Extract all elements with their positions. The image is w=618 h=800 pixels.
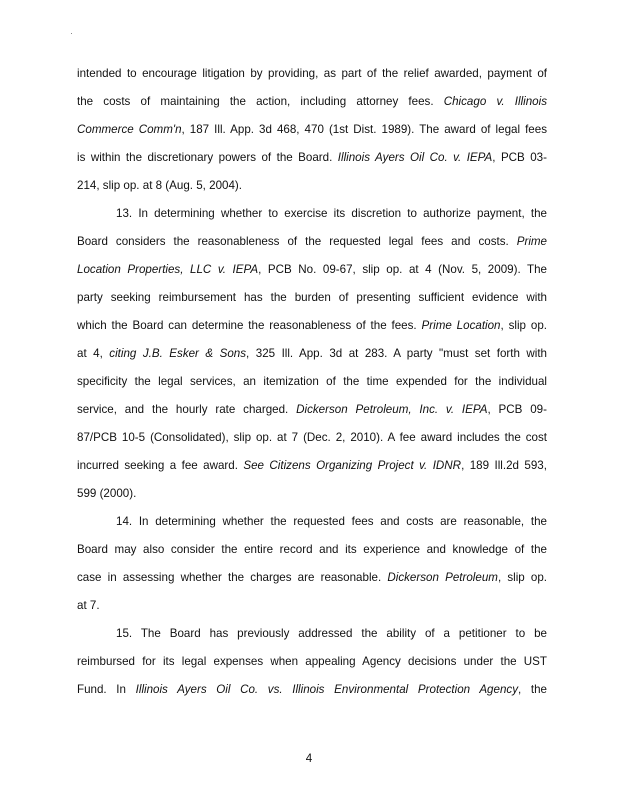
- line-text: 15. The Board has previously addressed the ability of a petitioner to be: [116, 627, 547, 640]
- line-text: 214, slip op. at 8 (Aug. 5, 2004).: [77, 179, 242, 192]
- text-line: [77, 263, 547, 277]
- text-line: [77, 431, 547, 445]
- line-text: Fund. In: [77, 683, 136, 696]
- italic-citation: citing J.B. Esker & Sons: [109, 347, 247, 360]
- line-text: 87/PCB 10-5 (Consolidated), slip op. at 7 (Dec. 2, 2010). A fee award includes the cost: [77, 431, 547, 444]
- text-line: [77, 347, 547, 361]
- text-line: [77, 403, 547, 417]
- text-line: [77, 375, 547, 389]
- paragraph-14-first-line: [116, 515, 547, 529]
- line-text: is within the discretionary powers of the Board.: [77, 151, 338, 164]
- line-text: service, and the hourly rate charged.: [77, 403, 297, 416]
- text-line: [77, 179, 547, 193]
- scan-speck: [71, 33, 72, 34]
- line-text: case in assessing whether the charges are reasonable.: [77, 571, 388, 584]
- line-text: 14. In determining whether the requested fees and costs are reasonable, the: [116, 515, 547, 528]
- line-text: , 187 Ill. App. 3d 468, 470 (1st Dist. 1989). The award of legal fees: [181, 123, 547, 136]
- italic-citation: Illinois Ayers Oil Co. vs. Illinois Environmental Protection Agency: [135, 683, 518, 696]
- italic-citation: Dickerson Petroleum, Inc. v. IEPA: [296, 403, 488, 416]
- text-line: [77, 291, 547, 305]
- text-line: [77, 151, 547, 165]
- line-text: Board considers the reasonableness of the requested legal fees and costs.: [77, 235, 517, 248]
- line-text: which the Board can determine the reasonableness of the fees.: [77, 319, 422, 332]
- italic-citation: Location Properties, LLC v. IEPA: [77, 263, 259, 276]
- line-text: the costs of maintaining the action, including attorney fees.: [77, 95, 444, 108]
- text-line: [77, 67, 547, 81]
- text-line: [77, 235, 547, 249]
- page-number: 4: [305, 752, 313, 765]
- text-line: [77, 655, 547, 669]
- line-text: at 4,: [77, 347, 110, 360]
- line-text: 13. In determining whether to exercise its discretion to authorize payment, the: [116, 207, 547, 220]
- text-line: [77, 487, 547, 501]
- text-line: [77, 319, 547, 333]
- line-text: at 7.: [77, 599, 100, 612]
- italic-citation: Dickerson Petroleum: [387, 571, 498, 584]
- italic-citation: Prime: [516, 235, 547, 248]
- line-text: , PCB 03-: [492, 151, 547, 164]
- italic-citation: Prime Location: [421, 319, 501, 332]
- paragraph-13-first-line: [116, 207, 547, 221]
- line-text: , 325 Ill. App. 3d at 283. A party "must set forth with: [246, 347, 548, 360]
- line-text: intended to encourage litigation by providing, as part of the relief awarded, payment of: [77, 67, 547, 80]
- paragraph-15-first-line: [116, 627, 547, 641]
- text-line: [77, 459, 547, 473]
- line-text: party seeking reimbursement has the burden of presenting sufficient evidence with: [77, 291, 547, 304]
- line-text: , PCB 09-: [487, 403, 547, 416]
- line-text: reimbursed for its legal expenses when appealing Agency decisions under the UST: [77, 655, 547, 668]
- italic-citation: Commerce Comm'n: [77, 123, 182, 136]
- line-text: , slip op.: [497, 571, 548, 584]
- text-line: [77, 123, 547, 137]
- line-text: 599 (2000).: [77, 487, 137, 500]
- text-line: [77, 543, 547, 557]
- italic-citation: Chicago v. Illinois: [443, 95, 547, 108]
- text-line: [77, 599, 547, 613]
- line-text: , PCB No. 09-67, slip op. at 4 (Nov. 5, 2009). The: [258, 263, 547, 276]
- italic-citation: Illinois Ayers Oil Co. v. IEPA: [337, 151, 493, 164]
- line-text: incurred seeking a fee award.: [77, 459, 244, 472]
- line-text: , 189 Ill.2d 593,: [461, 459, 547, 472]
- text-line: [77, 571, 547, 585]
- italic-citation: See Citizens Organizing Project v. IDNR: [243, 459, 462, 472]
- line-text: specificity the legal services, an itemization of the time expended for the individual: [77, 375, 547, 388]
- text-line: [77, 683, 547, 697]
- text-line: [77, 95, 547, 109]
- line-text: Board may also consider the entire record and its experience and knowledge of the: [77, 543, 547, 556]
- line-text: , slip op.: [500, 319, 547, 332]
- line-text: , the: [518, 683, 547, 696]
